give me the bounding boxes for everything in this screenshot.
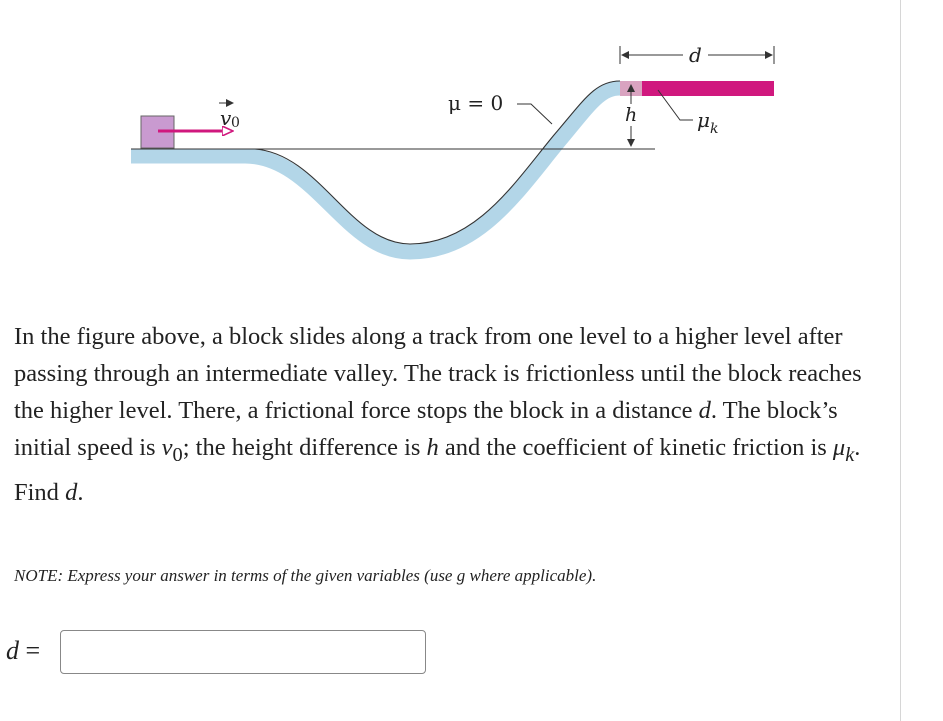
page-right-border [900, 0, 901, 721]
var-d-find: d [65, 478, 78, 506]
svg-text:0: 0 [231, 115, 240, 131]
svg-text:k: k [710, 121, 719, 137]
track-figure [0, 0, 900, 300]
answer-input[interactable] [60, 630, 426, 674]
var-h: h [426, 434, 439, 461]
answer-note: NOTE: Express your answer in terms of the given variables (use g where applicable). [14, 566, 597, 585]
svg-text:μ: μ [697, 108, 710, 132]
var-v: v [161, 434, 173, 461]
answer-label: d = [6, 636, 41, 665]
velocity-label [219, 103, 240, 131]
friction-surface [642, 81, 774, 96]
track [131, 88, 620, 252]
svg-text:v: v [220, 106, 232, 130]
distance-label: d [689, 43, 702, 67]
mu-zero-leader [517, 104, 552, 124]
height-label: h [625, 104, 638, 126]
var-mu: μ [832, 434, 846, 461]
var-d: d [698, 397, 711, 424]
track-surface-line [255, 81, 620, 244]
mu-k-label [697, 108, 718, 137]
problem-statement: In the figure above, a block slides along a track from one level to a higher level after passing through an intermediate valley. The track is frictionless until the block reaches the higher level. There, a frictional force stops the block in a distance d. The block’s initial speed is $v_0$; the height difference is h and the coefficient of kinetic friction is $\mu_k$. Find d. [14, 323, 862, 506]
mu-zero-label: μ = 0 [448, 91, 504, 115]
